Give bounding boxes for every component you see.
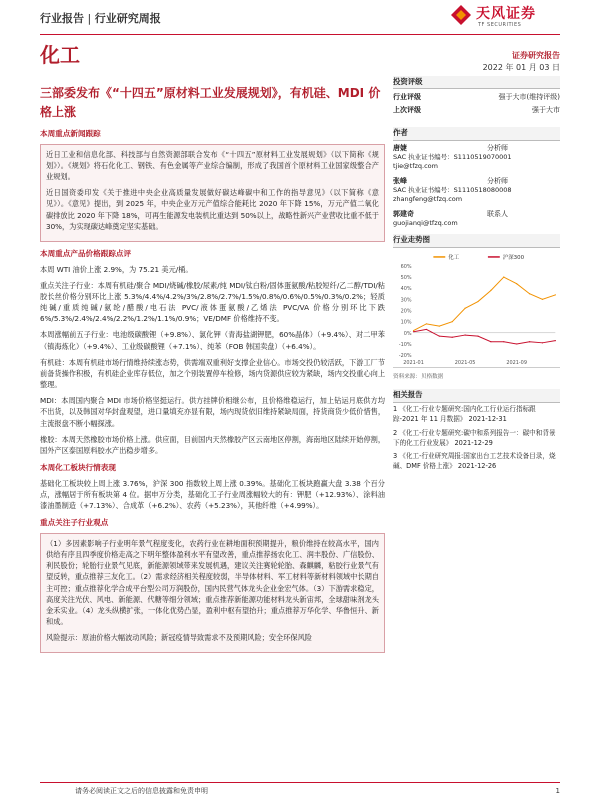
section-heading: 本周重点产品价格跟踪点评 (40, 248, 132, 258)
rating-row (393, 91, 560, 104)
series-point (503, 276, 504, 277)
series-point (529, 341, 530, 342)
y-tick-label: -10% (398, 341, 412, 348)
paragraph: 有机硅：本周有机硅市场行情维持续涨态势，供需端双重利好支撑企业信心。市场交投仍较活跃，下游工厂节前备货操作积极，有机硅企业库存低位，加之个别装置停车检修，场内货源供应较为紧缺，场内交投重心向上整理。 (40, 357, 386, 390)
author-detail: tjie@tfzq.com (393, 162, 438, 171)
series-point (516, 343, 517, 344)
rating-value: 强于大市(维持评级) (498, 93, 560, 102)
series-point (452, 321, 453, 322)
related-reports (393, 405, 560, 472)
author-name: 郭建奇 (393, 209, 414, 218)
paragraph: 近日国资委印发《关于推进中央企业高质量发展做好碳达峰碳中和工作的指导意见》（以下简称《意见》）。《意见》提出，到 2025 年，中央企业万元产值综合能耗比 2020 年下降 15%，万元产值二氧化碳排放比 2020 年下降 18%，可再生能源发电装机比重达到 50%以上，战略性新兴产业营收比重不低于 30%，为实现碳达峰奠定坚实基础。 (46, 188, 379, 231)
series-line-0 (414, 277, 556, 331)
author (393, 143, 560, 172)
paragraph: 橡胶：本周天然橡胶市场价格上涨。供应面，目前国内天然橡胶产区云南地区停割，海南地区陆续开始停割，国外产区泰国原料胶水产出稳步增多。 (40, 434, 386, 455)
related-heading: 相关报告 (393, 389, 560, 402)
author (393, 209, 560, 229)
page-footer (40, 782, 560, 795)
series-point (439, 325, 440, 326)
section-body (40, 264, 385, 456)
author-name-row (393, 209, 508, 219)
y-tick-label: 10% (400, 319, 412, 326)
trend-chart (393, 250, 560, 368)
series-point (529, 293, 530, 294)
author-detail: SAC 执业证书编号：S1110519070001 (393, 152, 512, 161)
section-heading: 重点关注子行业观点 (40, 518, 109, 528)
author-role: 分析师 (487, 176, 508, 185)
paragraph: 风险提示：原油价格大幅波动风险；新冠疫情导致需求不及预期风险；安全环保风险 (46, 633, 312, 643)
author-role: 分析师 (487, 143, 508, 152)
paragraph: 重点关注子行业：本周有机硅/聚合 MDI/烧碱/橡胶/尿素/纯 MDI/钛白粉/固体蛋氨酸/粘胶短纤/乙二醇/TDI/粘胶长丝价格分别环比上涨 5.3%/4.4%/4.2%/3%/2.8%/2.7%/1.5%/0.8%/0.6%/0.5%/0.3%/0.2%；轻质纯碱/重质纯碱/氨纶/醋酸/电石法 PVC/液体蛋氨酸/乙烯法 PVC/VA 价格分别环比下跌 6%/5.3%/2.4%/2.4%/2.2%/1.2%/1.1%/0.9%；VE/DMF 价格维持不变。 (40, 280, 385, 324)
chart-source: 资料来源：贝格数据 (393, 373, 444, 380)
rating-table (393, 91, 560, 117)
rating-key: 上次评级 (393, 106, 421, 115)
series-point (555, 294, 556, 295)
y-tick-label: 50% (400, 274, 412, 281)
y-tick-label: 60% (400, 263, 412, 270)
series-point (477, 335, 478, 336)
y-tick-label: -20% (398, 352, 412, 359)
section-heading: 本周化工板块行情表现 (40, 462, 116, 472)
paragraph: 近日工业和信息化部、科技部与自然资源部联合发布《“十四五”原材料工业发展规划》（以下简称《规划》）。《规划》将石化化工、钢铁、有色金属等产业综合编制，形成了我国首个原材料工业国家级整合产业规划。 (46, 149, 379, 182)
author-name-row (393, 176, 508, 186)
series-point (542, 342, 543, 343)
page-number: 1 (555, 787, 560, 795)
sidebar (393, 76, 560, 476)
author-name: 张峰 (393, 176, 407, 185)
series-point (426, 328, 427, 329)
report-date: 2022 年 01 月 03 日 (482, 63, 560, 72)
y-tick-label: 30% (400, 296, 412, 303)
series-point (413, 330, 414, 331)
legend-label: 化工 (448, 254, 460, 261)
section-heading: 本周重点新闻跟踪 (40, 129, 101, 138)
main-content (40, 128, 385, 657)
author-name: 唐婕 (393, 143, 407, 152)
industry-name: 化工 (40, 43, 80, 67)
rating-value: 强于大市 (532, 106, 560, 115)
series-point (516, 283, 517, 284)
author-detail: guojianqi@tfzq.com (393, 218, 458, 227)
logo-cn: 天风证券 (476, 6, 536, 22)
header-section: 行业报告 (40, 12, 84, 25)
author-name-row (393, 143, 508, 153)
company-logo (450, 2, 560, 32)
rating-key: 行业评级 (393, 93, 421, 102)
x-tick-label: 2021-05 (454, 359, 476, 366)
y-tick-label: 40% (400, 285, 412, 292)
header-divider: | (87, 12, 92, 25)
rating-heading: 投资评级 (393, 76, 560, 89)
series-point (465, 307, 466, 308)
related-report: 1 《化工-行业专题研究:国内化工行业运行指标跟踪-2021 年 11 月数据》 2021-12-31 (393, 404, 536, 423)
section-body (40, 144, 385, 242)
series-point (465, 334, 466, 335)
author-list (393, 143, 560, 229)
authors-heading: 作者 (393, 127, 560, 140)
series-point (503, 341, 504, 342)
series-point (477, 301, 478, 302)
series-line-1 (414, 329, 556, 344)
header-divider-line (40, 34, 560, 35)
footer-disclaimer: 请务必阅读正文之后的信息披露和免责申明 (75, 787, 208, 795)
series-point (439, 335, 440, 336)
paragraph: MDI：本周国内聚合 MDI 市场价格坚挺运行。供方挂牌价相继公布，且价格维稳运行，加上钻运月底供方均不出货，以及韩国对华封盘观望，进口量填充亦显有限，场内现货依旧维持紧缺局面，持货商货少低价惜售，主流报盘不断小幅探涨。 (40, 396, 386, 428)
related-report: 2 《化工-行业专题研究:碳中和系列报告一：碳中和背景下的化工行业发展》 2021-12-29 (393, 428, 556, 447)
author-detail: SAC 执业证书编号：S1110518080008 (393, 185, 512, 194)
section-body (40, 533, 385, 653)
trend-heading: 行业走势图 (393, 234, 560, 247)
series-point (490, 289, 491, 290)
x-tick-label: 2021-09 (506, 359, 527, 366)
report-type: 证券研究报告 (512, 51, 560, 60)
related-report: 3 《化工-行业研究周报:国家出台工艺技术设备目录，烧碱、DMF 价格上涨》 2021-12-26 (393, 452, 556, 471)
y-tick-label: 20% (400, 308, 412, 315)
series-point (542, 298, 543, 299)
series-point (555, 340, 556, 341)
rating-row (393, 104, 560, 117)
author (393, 176, 560, 205)
author-detail: zhangfeng@tfzq.com (393, 195, 463, 204)
series-point (413, 331, 414, 332)
series-point (426, 323, 427, 324)
header-subsection: 行业研究周报 (94, 12, 161, 25)
paragraph: 本周涨幅前五子行业：电池级碳酸锂（+9.8%）、氯化钾（青海盐湖钾肥，60%晶体）（+9.4%）、对二甲苯（镇海炼化）（+9.4%）、工业级碳酸锂（+7.1%）、纯苯（FOB 韩国卖盘）（+6.4%）。 (40, 330, 385, 351)
logo-en: TF SECURITIES (478, 22, 522, 28)
logo-mark-icon (450, 4, 472, 26)
x-tick-label: 2021-01 (403, 359, 424, 366)
section-body (40, 478, 385, 511)
paragraph: （1）多因素影响子行业明年景气程度变化，农药行业在耕地面积预期提升，粮价维持在较高水平，国内供给有序且四季度价格走高之下明年整体盈利水平有望改善，重点推荐扬农化工、润丰股份、广信股份、利民股份；轮胎行业景气见底，新能源领域带来发展机遇，建议关注赛轮轮胎、森麒麟，粘胶行业景气有望反转，重点推荐三友化工。（2）需求经济相关程度较弱，半导体材料、军工材料等新材料领域中长期自主可控；重点推荐化学合成平台型公司万润股份，国内民营气体龙头企业金宏气体。（3）下游需求稳定，高度关注光伏、风电、新能源、代糖等细分领域；重点推荐新能源功能材料龙头新宙邦，全球甜味剂龙头金禾实业。（4）龙头纵横扩张，一体化优势凸显，盈利中枢有望抬升；重点推荐万华化学、华鲁恒升、新和成。 (46, 538, 379, 627)
author-role: 联系人 (487, 209, 508, 218)
paragraph: 基础化工板块较上周上涨 3.76%，沪深 300 指数较上周上涨 0.39%。基础化工板块跑赢大盘 3.38 个百分点，涨幅居于所有板块第 4 位。据申万分类，基础化工子行业周涨幅较大的有：钾肥（+12.93%）、涂料油漆油墨制造（+7.13%）、合成革（+6.2%）、农药（+5.23%），其他纤维（+4.99%）。 (40, 478, 385, 511)
legend-label: 沪深300 (502, 254, 525, 261)
series-point (452, 336, 453, 337)
report-header (40, 10, 161, 27)
y-tick-label: 0% (403, 330, 412, 337)
paragraph: 本周 WTI 油价上涨 2.9%，为 75.21 美元/桶。 (40, 264, 193, 274)
report-title: 三部委发布《“十四五”原材料工业发展规划》，有机硅、MDI 价格上涨 (40, 86, 381, 119)
series-point (490, 341, 491, 342)
